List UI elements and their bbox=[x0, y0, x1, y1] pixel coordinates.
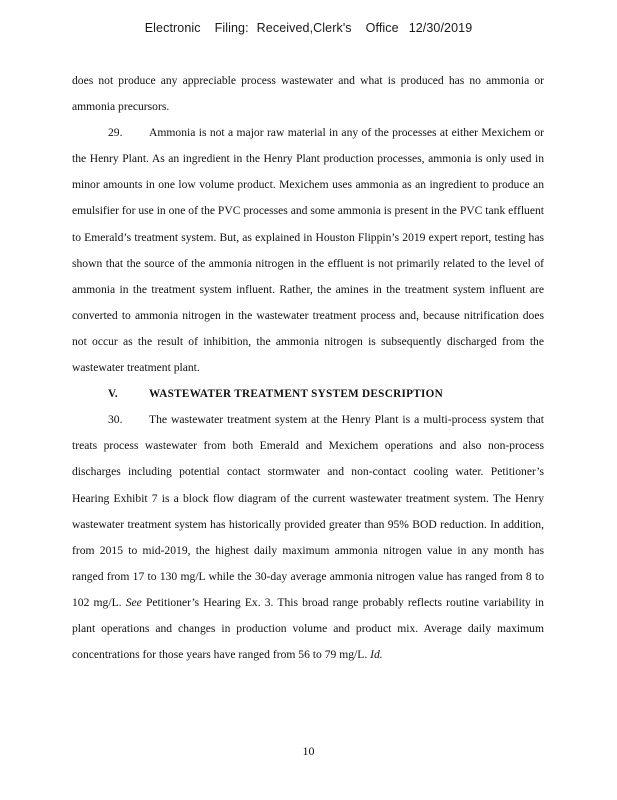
header-part-1: Electronic bbox=[144, 21, 201, 35]
paragraph-30-text-b: Petitioner’s Hearing Ex. 3. This broad range probably reflects routine variability in plant operations and changes in production volume and product mix. Average daily maximum concentrations for those years have ranged from 56 to 79 mg/L. bbox=[72, 595, 544, 662]
paragraph-29-text: Ammonia is not a major raw material in any of the processes at either Mexichem or the Henry Plant. As an ingredient in the Henry Plant production processes, ammonia is only used in minor amounts in one low volume product. Mexichem uses ammonia as an ingredient to produce an emulsifier for use in one of the PVC processes and some ammonia is present in the PVC tank effluent to Emerald’s treatment system. But, as explained in Houston Flippin’s 2019 expert report, testing has shown that the source of the ammonia nitrogen in the effluent is not primarily related to the level of ammonia in the treatment system influent. Rather, the amines in the treatment system influent are converted to ammonia nitrogen in the wastewater treatment process and, because nitrification does not occur as the result of inhibition, the ammonia nitrogen is subsequently discharged from the wastewater treatment plant. bbox=[72, 126, 544, 375]
id-citation: Id. bbox=[370, 648, 383, 662]
paragraph-30 bbox=[72, 407, 544, 668]
paragraph-30-text-a: The wastewater treatment system at the Henry Plant is a multi-process system that treats process wastewater from both Emerald and Mexichem operations and also non-process discharges including potential contact stormwater and non-contact cooling water. Petitioner’s Hearing Exhibit 7 is a block flow diagram of the current wastewater treatment system. The Henry wastewater treatment system has historically provided greater than 95% BOD reduction. In addition, from 2015 to mid-2019, the highest daily maximum ammonia nitrogen value in any month has ranged from 17 to 130 mg/L while the 30-day average ammonia nitrogen value has ranged from 8 to 102 mg/L. bbox=[72, 413, 544, 609]
section-heading bbox=[72, 381, 544, 407]
paragraph-30-number: 30. bbox=[108, 413, 123, 427]
header-part-2: Filing: bbox=[214, 21, 249, 35]
header-part-5: 12/30/2019 bbox=[408, 21, 473, 35]
intro-paragraph: does not produce any appreciable process wastewater and what is produced has no ammonia or ammonia precursors. bbox=[72, 74, 544, 114]
paragraph-29 bbox=[72, 120, 544, 381]
section-number: V. bbox=[108, 388, 119, 401]
section-title: WASTEWATER TREATMENT SYSTEM DESCRIPTION bbox=[149, 388, 444, 401]
header-part-4: Office bbox=[365, 21, 399, 35]
see-signal: See bbox=[125, 595, 142, 609]
paragraph-29-number: 29. bbox=[108, 126, 123, 140]
page-number: 10 bbox=[302, 744, 315, 758]
header-part-3: Received,Clerk's bbox=[256, 21, 352, 35]
filing-header bbox=[0, 21, 617, 35]
document-body bbox=[72, 68, 544, 668]
